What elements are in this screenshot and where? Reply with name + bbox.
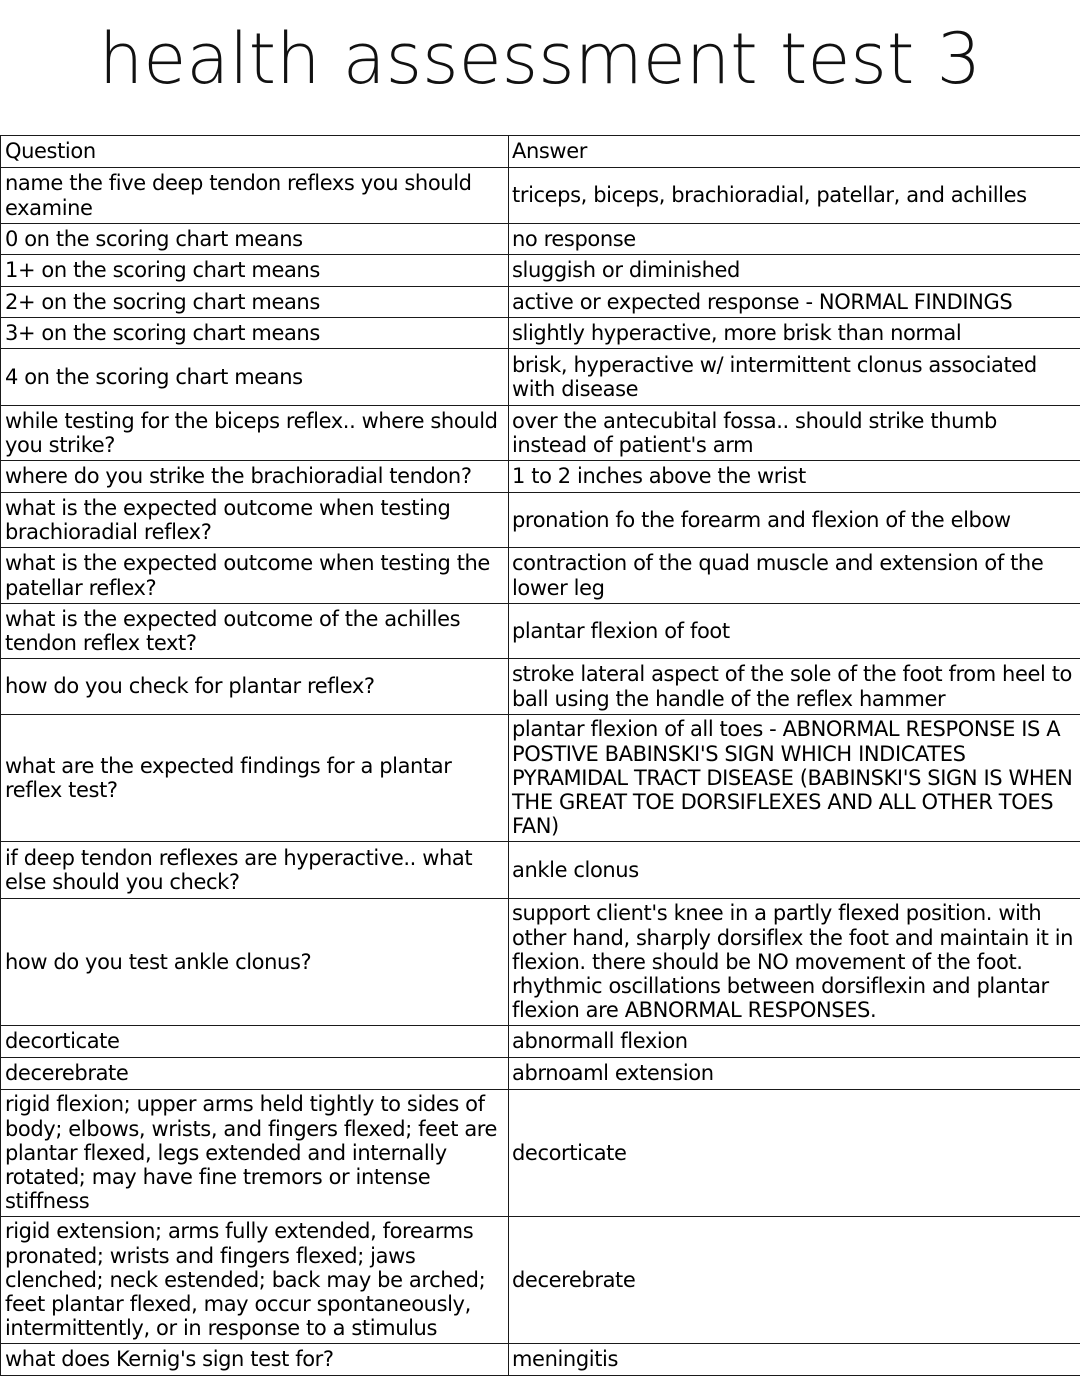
question-cell: rigid extension; arms fully extended, forearms pronated; wrists and fingers flexed; jaws clenched; neck estended; back may be arched; feet plantar flexed, may occur spontaneously, intermittently, or in response to a stimulus xyxy=(1,1217,509,1344)
table-row xyxy=(1,899,1080,1026)
answer-cell: contraction of the quad muscle and extension of the lower leg xyxy=(509,548,1080,604)
qa-table xyxy=(0,135,1080,1376)
answer-cell: decorticate xyxy=(509,1090,1080,1217)
table-row xyxy=(1,842,1080,899)
answer-cell: 1 to 2 inches above the wrist xyxy=(509,461,1080,493)
table-row xyxy=(1,461,1080,493)
question-cell: what is the expected outcome of the achilles tendon reflex text? xyxy=(1,604,509,659)
question-cell: how do you test ankle clonus? xyxy=(1,899,509,1026)
table-row xyxy=(1,406,1080,461)
answer-cell: abrnoaml extension xyxy=(509,1058,1080,1090)
question-cell: what is the expected outcome when testing brachioradial reflex? xyxy=(1,493,509,548)
answer-column-header: Answer xyxy=(509,136,1080,168)
table-row xyxy=(1,1217,1080,1344)
table-row xyxy=(1,168,1080,224)
table-row xyxy=(1,604,1080,659)
question-cell: 4 on the scoring chart means xyxy=(1,349,509,406)
question-cell: 1+ on the scoring chart means xyxy=(1,255,509,287)
question-cell: if deep tendon reflexes are hyperactive.. what else should you check? xyxy=(1,842,509,899)
answer-cell: active or expected response - NORMAL FINDINGS xyxy=(509,287,1080,318)
table-row xyxy=(1,1026,1080,1058)
answer-cell: plantar flexion of all toes - ABNORMAL RESPONSE IS A POSTIVE BABINSKI'S SIGN WHICH INDICATES PYRAMIDAL TRACT DISEASE (BABINSKI'S SIGN IS WHEN THE GREAT TOE DORSIFLEXES AND ALL OTHER TOES FAN) xyxy=(509,715,1080,842)
question-cell: what are the expected findings for a plantar reflex test? xyxy=(1,715,509,842)
answer-cell: no response xyxy=(509,224,1080,255)
page-title: health assessment test 3 xyxy=(0,14,1080,104)
answer-cell: sluggish or diminished xyxy=(509,255,1080,287)
question-cell: what does Kernig's sign test for? xyxy=(1,1344,509,1376)
table-row xyxy=(1,1344,1080,1376)
answer-cell: ankle clonus xyxy=(509,842,1080,899)
table-row xyxy=(1,659,1080,715)
answer-cell: stroke lateral aspect of the sole of the foot from heel to ball using the handle of the reflex hammer xyxy=(509,659,1080,715)
table-row xyxy=(1,318,1080,349)
table-row xyxy=(1,1058,1080,1090)
answer-cell: meningitis xyxy=(509,1344,1080,1376)
table-row xyxy=(1,493,1080,548)
question-cell: 0 on the scoring chart means xyxy=(1,224,509,255)
table-row xyxy=(1,224,1080,255)
answer-cell: support client's knee in a partly flexed position. with other hand, sharply dorsiflex the foot and maintain it in flexion. there should be NO movement of the foot. rhythmic oscillations between dorsiflexin and plantar flexion are ABNORMAL RESPONSES. xyxy=(509,899,1080,1026)
question-cell: where do you strike the brachioradial tendon? xyxy=(1,461,509,493)
table-row xyxy=(1,548,1080,604)
answer-cell: brisk, hyperactive w/ intermittent clonus associated with disease xyxy=(509,349,1080,406)
answer-cell: over the antecubital fossa.. should strike thumb instead of patient's arm xyxy=(509,406,1080,461)
question-cell: name the five deep tendon reflexs you should examine xyxy=(1,168,509,224)
question-cell: 3+ on the scoring chart means xyxy=(1,318,509,349)
question-cell: decerebrate xyxy=(1,1058,509,1090)
table-row xyxy=(1,715,1080,842)
question-cell: decorticate xyxy=(1,1026,509,1058)
question-column-header: Question xyxy=(1,136,509,168)
question-cell: how do you check for plantar reflex? xyxy=(1,659,509,715)
answer-cell: pronation fo the forearm and flexion of the elbow xyxy=(509,493,1080,548)
answer-cell: plantar flexion of foot xyxy=(509,604,1080,659)
answer-cell: abnormall flexion xyxy=(509,1026,1080,1058)
question-cell: 2+ on the socring chart means xyxy=(1,287,509,318)
answer-cell: decerebrate xyxy=(509,1217,1080,1344)
table-header-row xyxy=(1,136,1080,168)
answer-cell: slightly hyperactive, more brisk than normal xyxy=(509,318,1080,349)
question-cell: rigid flexion; upper arms held tightly to sides of body; elbows, wrists, and fingers flexed; feet are plantar flexed, legs extended and internally rotated; may have fine tremors or intense stiffness xyxy=(1,1090,509,1217)
answer-cell: triceps, biceps, brachioradial, patellar, and achilles xyxy=(509,168,1080,224)
table-row xyxy=(1,1090,1080,1217)
table-row xyxy=(1,287,1080,318)
question-cell: while testing for the biceps reflex.. where should you strike? xyxy=(1,406,509,461)
question-cell: what is the expected outcome when testing the patellar reflex? xyxy=(1,548,509,604)
table-row xyxy=(1,255,1080,287)
table-row xyxy=(1,349,1080,406)
